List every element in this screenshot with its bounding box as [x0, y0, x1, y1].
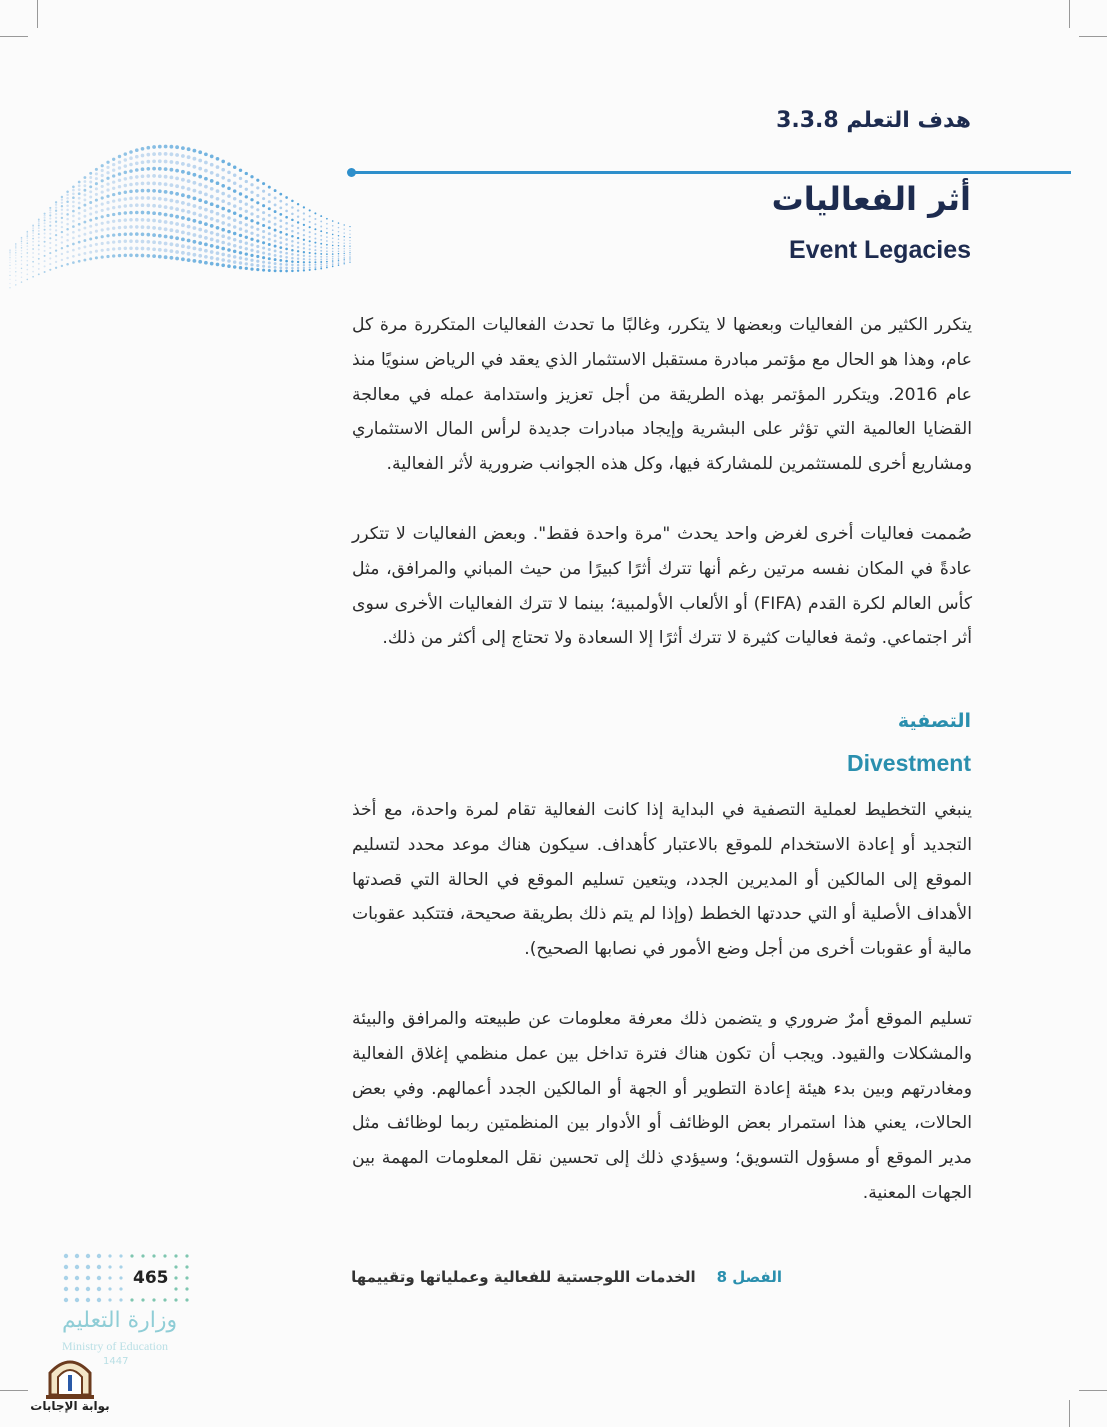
paragraph: يتكرر الكثير من الفعاليات وبعضها لا يتكرر، وغالبًا ما تحدث الفعاليات المتكررة مرة كل عام، وهذا هو الحال مع مؤتمر مبادرة مستقبل الاستثمار الذي يعقد في الرياض سنويًا منذ عام 2016. ويتكرر المؤتمر بهذه الطريقة من أجل تعزيز واستدامة عمله في معالجة القضايا العالمية التي تؤثر على البشرية وإيجاد مبادرات جديدة لرأس المال الاستثماري ومشاريع أخرى للمستثمرين للمشاركة فيها، وكل هذه الجوانب ضرورية لأثر الفعالية. — [352, 315, 972, 475]
page-number: 465 — [133, 1268, 169, 1288]
header-rule — [355, 171, 1071, 174]
crop-mark — [1069, 0, 1070, 28]
page-title-arabic: أثر الفعاليات — [771, 180, 971, 218]
crop-mark — [0, 1390, 28, 1391]
answers-portal-label[interactable]: بوابة الإجابات — [30, 1399, 110, 1413]
paragraph: صُممت فعاليات أخرى لغرض واحد يحدث "مرة واحدة فقط". وبعض الفعاليات لا تتكرر عادةً في المكان نفسه مرتين رغم أنها تترك أثرًا كبيرًا من حيث المباني والمرافق، مثل كأس العالم لكرة القدم (FIFA) أو الألعاب الأولمبية؛ بينما لا تترك الفعاليات الأخرى سوى أثر اجتماعي. وثمة فعاليات كثيرة لا تترك أثرًا إلا السعادة ولا تحتاج إلى أكثر من ذلك. — [352, 524, 973, 649]
paragraph: ينبغي التخطيط لعملية التصفية في البداية إذا كانت الفعالية تقام لمرة واحدة، مع أخذ التجديد أو إعادة الاستخدام للموقع بالاعتبار كأهداف. سيكون هناك موعد محدد لتسليم الموقع إلى المالكين أو المديرين الجدد، ويتعين تسليم الموقع في الحالة التي قصدتها الأهداف الأصلية أو التي حددتها الخطط (وإذا لم يتم ذلك بطريقة صحيحة، فتتكبد عقوبات مالية أو عقوبات أخرى من أجل وضع الأمور في نصابها الصحيح). — [352, 800, 972, 960]
page-title-english: Event Legacies — [788, 236, 971, 264]
chapter-label: الفصل 8 — [716, 1268, 782, 1286]
crop-mark — [0, 36, 28, 37]
dotted-wave-decoration — [0, 80, 470, 320]
ministry-logo-english: Ministry of Education — [62, 1339, 168, 1353]
section-heading-arabic: التصفية — [897, 710, 971, 732]
learning-goal: هدف التعلم 3.3.8 — [776, 108, 971, 133]
ministry-logo-arabic: وزارة التعليم — [62, 1308, 178, 1333]
ministry-year: 1447 — [103, 1356, 129, 1367]
section-heading-english: Divestment — [847, 750, 971, 776]
paragraph: تسليم الموقع أمرٌ ضروري و يتضمن ذلك معرفة معلومات عن طبيعته والمرافق والبيئة والمشكلات والقيود. ويجب أن تكون هناك فترة تداخل بين عمل منظمي إغلاق الفعالية ومغادرتهم وبين بدء هيئة إعادة التطوير أو الجهة أو المالكين الجدد أعمالهم. وفي بعض الحالات، يعني هذا استمرار بعض الوظائف أو الأدوار بين المنظمتين ربما لوظائف مثل مدير الموقع أو مسؤول التسويق؛ وسيؤدي ذلك إلى تحسين نقل المعلومات المهمة بين الجهات المعنية. — [352, 1009, 972, 1203]
answers-portal-logo-icon[interactable] — [30, 1345, 110, 1425]
crop-mark — [1079, 36, 1107, 37]
crop-mark — [1079, 1390, 1107, 1391]
chapter-title: الخدمات اللوجستية للفعالية وعملياتها وتقييمها — [351, 1268, 696, 1286]
chapter-footer — [351, 1268, 782, 1286]
crop-mark — [1069, 1400, 1070, 1427]
page-number-dots-icon — [58, 1248, 198, 1310]
crop-mark — [37, 0, 38, 28]
